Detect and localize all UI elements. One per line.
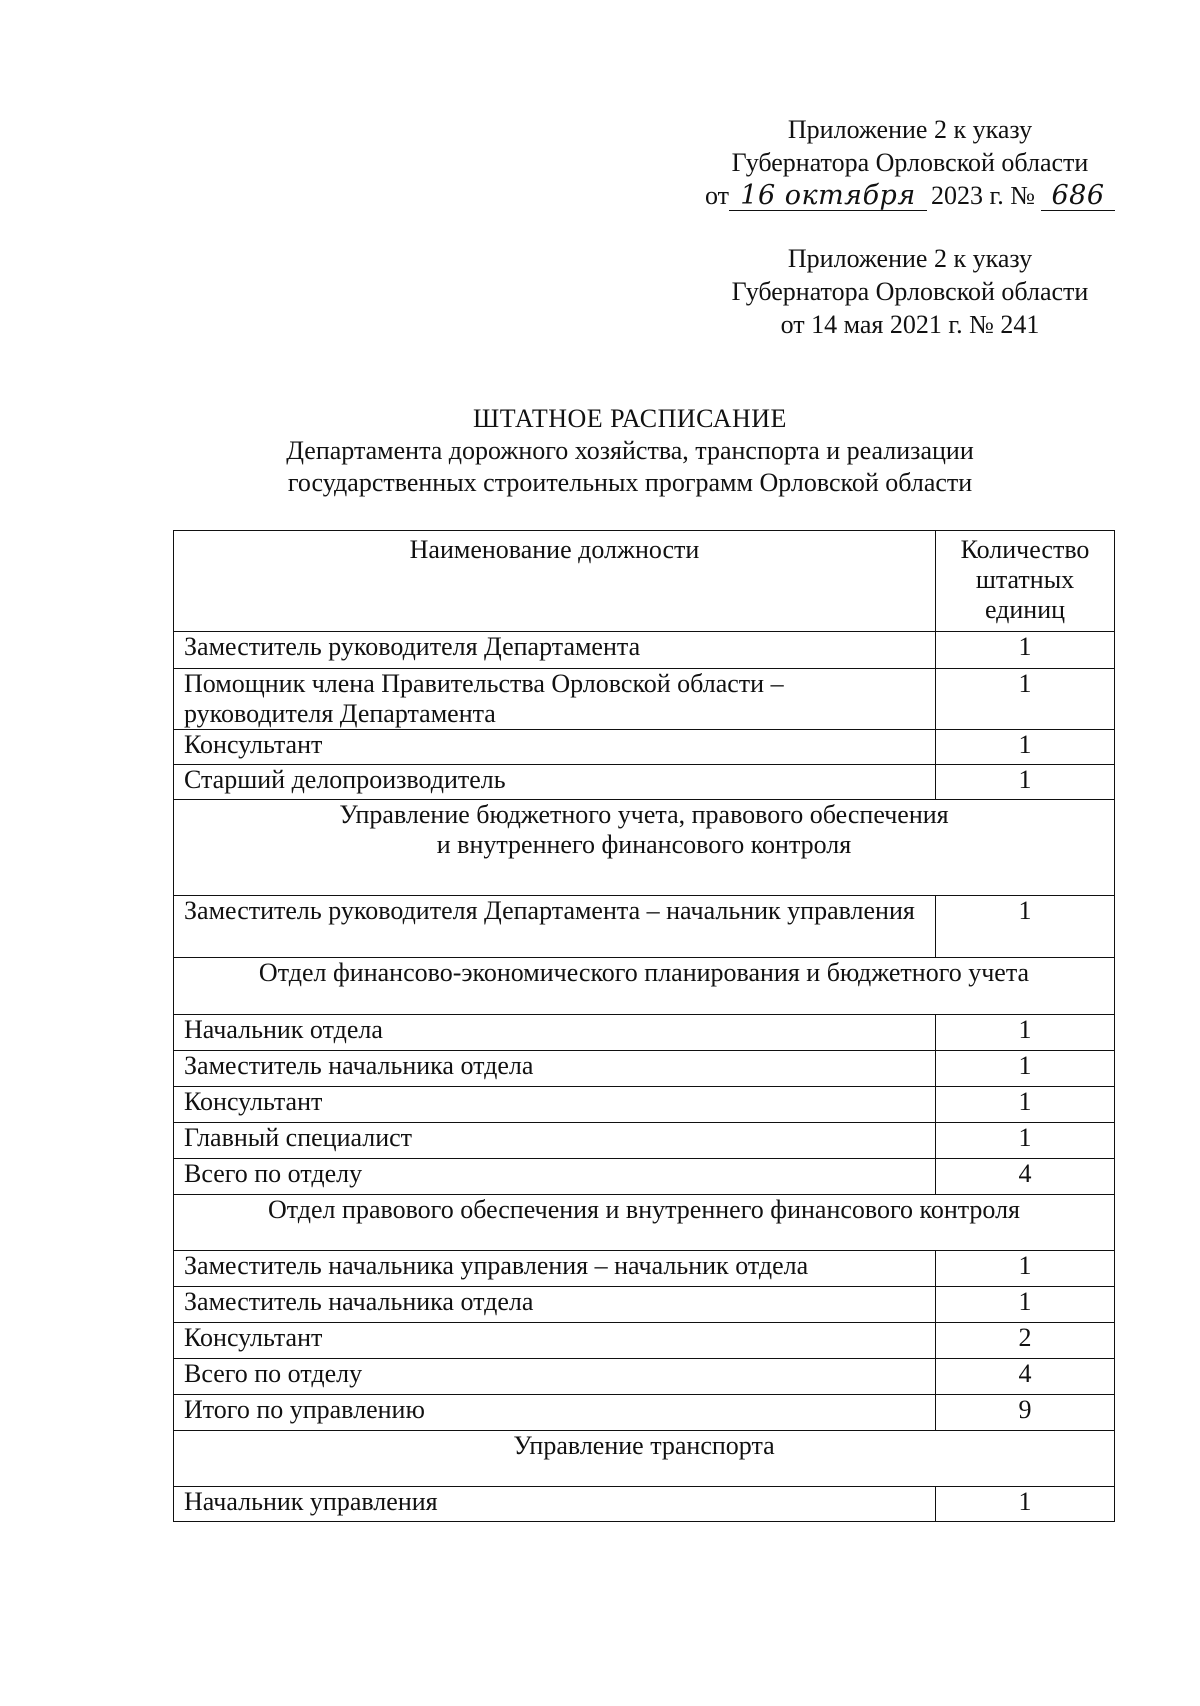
table-body bbox=[174, 632, 1115, 1522]
count-header-line: единиц bbox=[984, 595, 1066, 624]
staff-count: 1 bbox=[936, 1015, 1115, 1051]
handwritten-date: 16 октября bbox=[729, 181, 927, 211]
staff-count: 1 bbox=[936, 1123, 1115, 1159]
decree-date-line: от 14 мая 2021 г. № 241 bbox=[780, 310, 1040, 339]
table-row bbox=[174, 1159, 1115, 1195]
table-row bbox=[174, 1323, 1115, 1359]
staff-count: 1 bbox=[936, 896, 1115, 958]
table-header-row bbox=[174, 531, 1115, 632]
position-name: Итого по управлению bbox=[174, 1395, 936, 1431]
position-name: Консультант bbox=[174, 730, 936, 765]
section-title bbox=[174, 800, 1115, 896]
position-name: Начальник управления bbox=[174, 1487, 936, 1522]
table-row bbox=[174, 1359, 1115, 1395]
count-header-line: штатных bbox=[975, 565, 1075, 594]
position-name: Заместитель начальника отдела bbox=[174, 1051, 936, 1087]
position-name: Всего по отделу bbox=[174, 1159, 936, 1195]
staff-count: 1 bbox=[936, 1487, 1115, 1522]
position-name: Консультант bbox=[174, 1087, 936, 1123]
count-header-line: Количество bbox=[960, 535, 1090, 564]
title-line: Департамента дорожного хозяйства, транспорта и реализации bbox=[286, 436, 974, 465]
table-row bbox=[174, 1251, 1115, 1287]
staff-schedule-table bbox=[173, 530, 1115, 1522]
section-title-line: Отдел правового обеспечения и внутреннего финансового контроля bbox=[267, 1195, 1021, 1224]
section-header-row bbox=[174, 958, 1115, 1015]
table-row bbox=[174, 1487, 1115, 1522]
section-title bbox=[174, 1195, 1115, 1251]
staff-count: 1 bbox=[936, 669, 1115, 730]
table-row bbox=[174, 1015, 1115, 1051]
governor-line: Губернатора Орловской области bbox=[731, 277, 1089, 306]
position-name: Заместитель начальника отдела bbox=[174, 1287, 936, 1323]
section-title-line: Управление бюджетного учета, правового обеспечения bbox=[339, 800, 949, 829]
table-row bbox=[174, 669, 1115, 730]
staff-count: 1 bbox=[936, 1051, 1115, 1087]
decree-date-line bbox=[690, 179, 1130, 212]
position-name: Заместитель руководителя Департамента – начальник управления bbox=[174, 896, 936, 958]
appendix-header-original bbox=[690, 242, 1130, 341]
staff-count: 1 bbox=[936, 632, 1115, 669]
table-row bbox=[174, 1051, 1115, 1087]
document-title bbox=[180, 403, 1080, 499]
table-row bbox=[174, 1395, 1115, 1431]
position-name: Всего по отделу bbox=[174, 1359, 936, 1395]
table-row bbox=[174, 730, 1115, 765]
section-title bbox=[174, 1431, 1115, 1487]
title-line: государственных строительных программ Орловской области bbox=[287, 468, 973, 497]
staff-count: 1 bbox=[936, 730, 1115, 765]
appendix-header-current bbox=[690, 113, 1130, 212]
section-title-line: Управление транспорта bbox=[513, 1431, 775, 1460]
staff-count: 2 bbox=[936, 1323, 1115, 1359]
staff-count: 1 bbox=[936, 1287, 1115, 1323]
year-number-label: 2023 г. № bbox=[930, 181, 1036, 210]
section-title-line: Отдел финансово-экономического планирования и бюджетного учета bbox=[258, 958, 1030, 987]
position-name: Заместитель руководителя Департамента bbox=[174, 632, 936, 669]
section-header-row bbox=[174, 1195, 1115, 1251]
count-column-header bbox=[936, 531, 1115, 632]
position-name: Главный специалист bbox=[174, 1123, 936, 1159]
table-row bbox=[174, 632, 1115, 669]
position-name: Старший делопроизводитель bbox=[174, 765, 936, 800]
appendix-line: Приложение 2 к указу bbox=[787, 115, 1033, 144]
position-name: Начальник отдела bbox=[174, 1015, 936, 1051]
position-column-header: Наименование должности bbox=[174, 531, 936, 632]
table-row bbox=[174, 896, 1115, 958]
appendix-line: Приложение 2 к указу bbox=[787, 244, 1033, 273]
position-name: Заместитель начальника управления – начальник отдела bbox=[174, 1251, 936, 1287]
table-row bbox=[174, 1287, 1115, 1323]
section-title bbox=[174, 958, 1115, 1015]
staff-count: 1 bbox=[936, 1087, 1115, 1123]
position-name: Консультант bbox=[174, 1323, 936, 1359]
governor-line: Губернатора Орловской области bbox=[731, 148, 1089, 177]
section-title-line: и внутреннего финансового контроля bbox=[436, 830, 852, 859]
table-row bbox=[174, 765, 1115, 800]
table-row bbox=[174, 1087, 1115, 1123]
table-row bbox=[174, 1123, 1115, 1159]
handwritten-decree-number: 686 bbox=[1041, 181, 1115, 211]
staff-count: 9 bbox=[936, 1395, 1115, 1431]
staff-count: 4 bbox=[936, 1159, 1115, 1195]
section-header-row bbox=[174, 800, 1115, 896]
position-name: Помощник члена Правительства Орловской области – руководителя Департамента bbox=[174, 669, 936, 730]
date-prefix: от bbox=[704, 181, 729, 210]
staff-count: 4 bbox=[936, 1359, 1115, 1395]
title-main: ШТАТНОЕ РАСПИСАНИЕ bbox=[473, 404, 787, 433]
staff-count: 1 bbox=[936, 765, 1115, 800]
staff-count: 1 bbox=[936, 1251, 1115, 1287]
section-header-row bbox=[174, 1431, 1115, 1487]
